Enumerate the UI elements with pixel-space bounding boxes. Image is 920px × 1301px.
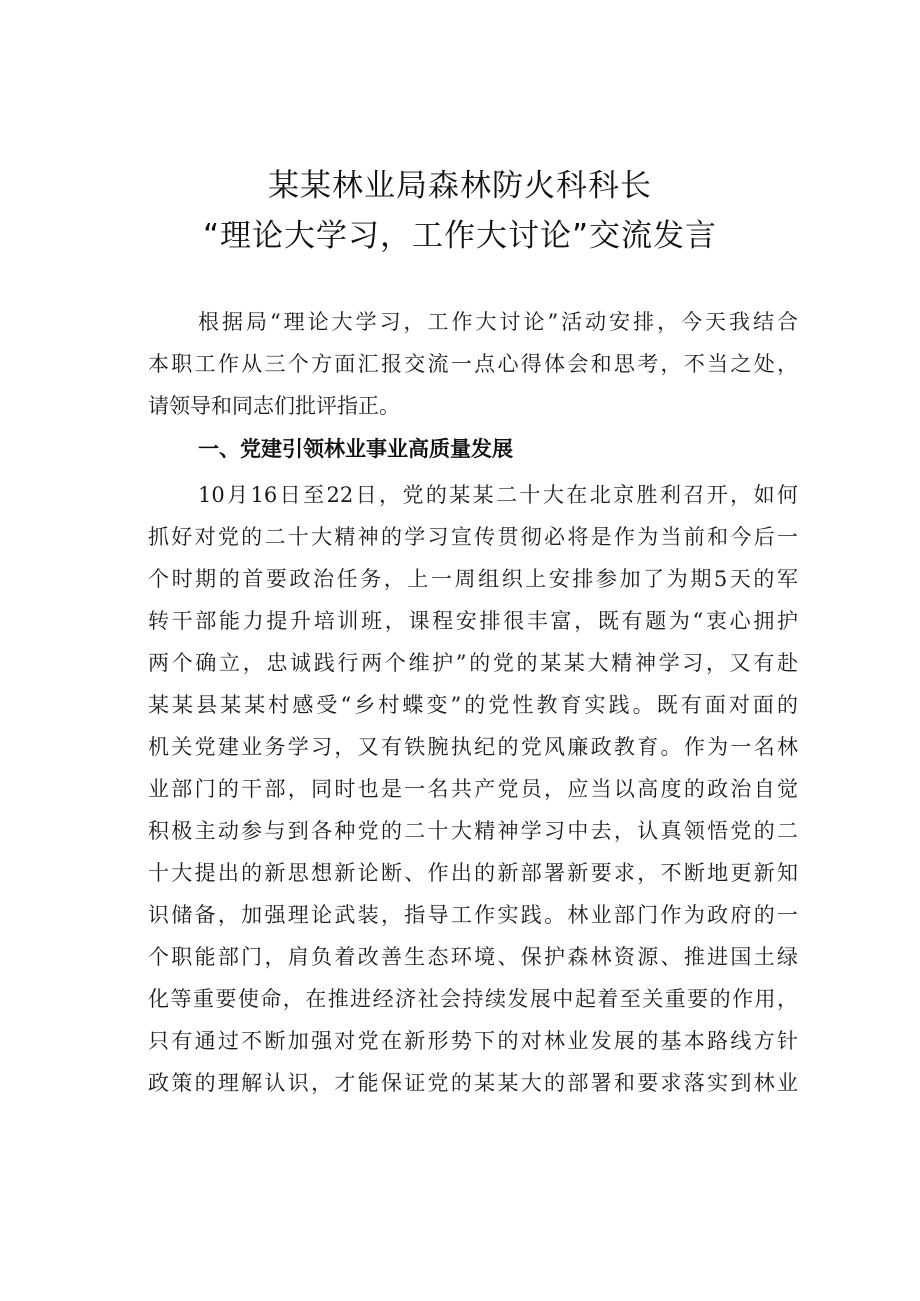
section-1-body-line: 个职能部门，肩负着改善生态环境、保护森林资源、推进国土绿 bbox=[148, 945, 798, 969]
section-1-heading: 一、党建引领林业事业高质量发展 bbox=[198, 437, 513, 461]
section-1-body-line: 10月16日至22日，党的某某二十大在北京胜利召开，如何 bbox=[198, 483, 798, 507]
intro-paragraph-line: 请领导和同志们批评指正。 bbox=[148, 394, 400, 418]
section-1-body-line: 机关党建业务学习，又有铁腕执纪的党风廉政教育。作为一名林 bbox=[148, 735, 798, 759]
document-title-line-2: “理论大学习，工作大讨论”交流发言 bbox=[202, 218, 718, 254]
intro-paragraph-line: 本职工作从三个方面汇报交流一点心得体会和思考，不当之处， bbox=[148, 352, 798, 376]
section-1-body-line: 政策的理解认识，才能保证党的某某大的部署和要求落实到林业 bbox=[148, 1071, 798, 1095]
section-1-body-line: 十大提出的新思想新论断、作出的新部署新要求，不断地更新知 bbox=[148, 861, 798, 885]
section-1-body-line: 只有通过不断加强对党在新形势下的对林业发展的基本路线方针 bbox=[148, 1029, 798, 1053]
section-1-body-line: 个时期的首要政治任务，上一周组织上安排参加了为期5天的军 bbox=[148, 567, 798, 591]
section-1-body-line: 抓好对党的二十大精神的学习宣传贯彻必将是作为当前和今后一 bbox=[148, 525, 798, 549]
intro-paragraph-line: 根据局“理论大学习，工作大讨论”活动安排，今天我结合 bbox=[198, 310, 798, 334]
section-1-body-line: 识储备，加强理论武装，指导工作实践。林业部门作为政府的一 bbox=[148, 903, 798, 927]
section-1-body-line: 转干部能力提升培训班，课程安排很丰富，既有题为“衷心拥护 bbox=[148, 609, 798, 633]
section-1-body-line: 两个确立，忠诚践行两个维护”的党的某某大精神学习，又有赴 bbox=[148, 651, 798, 675]
section-1-body-line: 业部门的干部，同时也是一名共产党员，应当以高度的政治自觉 bbox=[148, 777, 798, 801]
section-1-body-line: 化等重要使命，在推进经济社会持续发展中起着至关重要的作用， bbox=[148, 987, 798, 1011]
document-title-line-1: 某某林业局森林防火科科长 bbox=[268, 168, 652, 204]
section-1-body-line: 积极主动参与到各种党的二十大精神学习中去，认真领悟党的二 bbox=[148, 819, 798, 843]
section-1-body-line: 某某县某某村感受“乡村蝶变”的党性教育实践。既有面对面的 bbox=[148, 693, 798, 717]
